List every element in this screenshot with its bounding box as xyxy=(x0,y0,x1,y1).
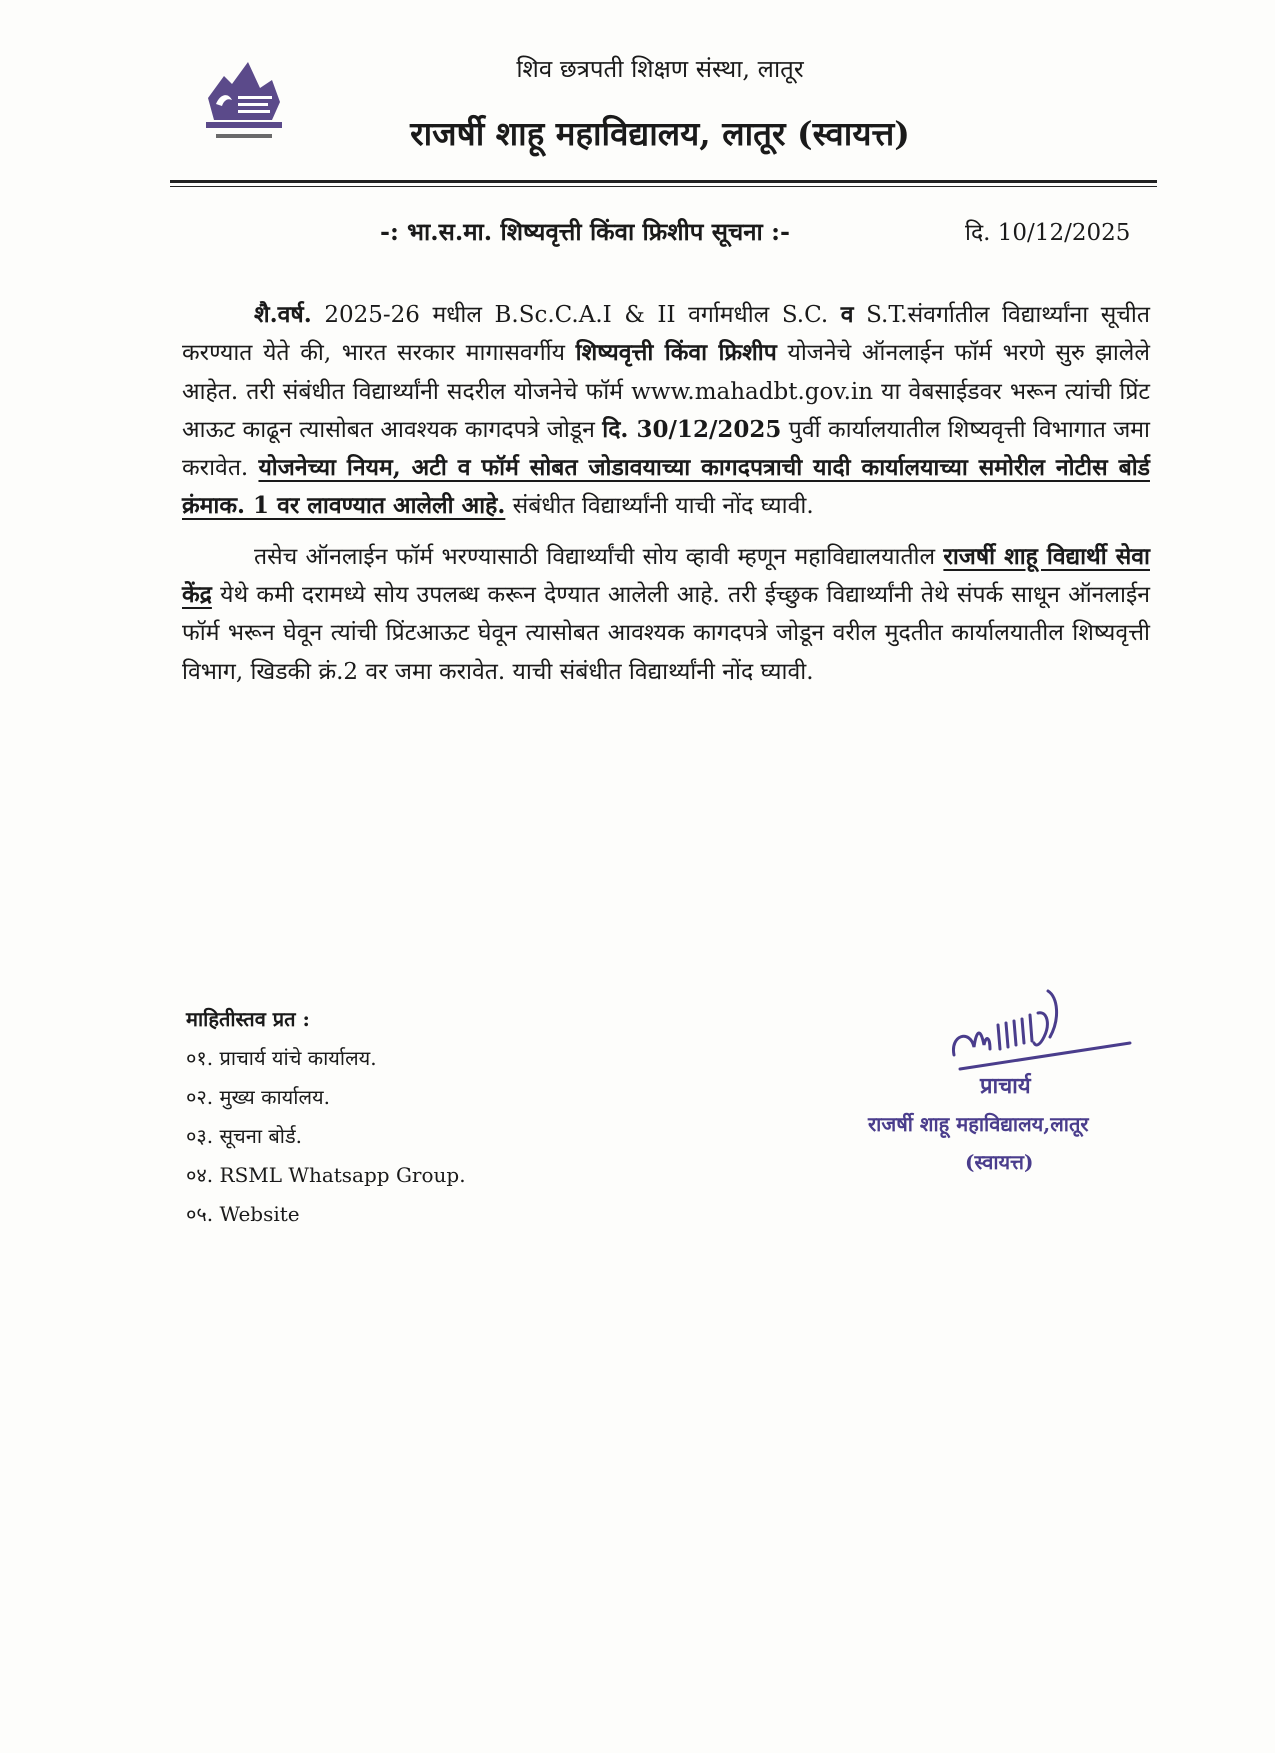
stamp-autonomous: (स्वायत्त) xyxy=(965,1150,1034,1174)
scholarship-scheme-name: शिष्यवृत्ती किंवा फ्रिशीप xyxy=(575,339,777,367)
list-item: ०१. प्राचार्य यांचे कार्यालय. xyxy=(186,1046,377,1070)
copy-to-list xyxy=(186,1000,466,1234)
deadline-date: दि. 30/12/2025 xyxy=(602,415,782,443)
principal-title: प्राचार्य xyxy=(980,1073,1031,1099)
header-divider xyxy=(170,180,1157,183)
notice-title: -: भा.स.मा. शिष्यवृत्ती किंवा फ्रिशीप सूचना :- xyxy=(380,217,790,246)
notice-body xyxy=(182,296,1150,691)
notice-board-info: योजनेच्या नियम, अटी व फॉर्म सोबत जोडावयाच्या कागदपत्राची यादी कार्यालयाच्या समोरील नोटीस बोर्ड क्रंमाक. 1 वर लावण्यात आलेली आहे. xyxy=(182,454,1150,520)
signature-icon xyxy=(940,985,1140,1080)
academic-year-label: शै.वर्ष. xyxy=(254,301,312,328)
service-center-name: राजर्षी शाहू विद्यार्थी सेवा केंद्र xyxy=(182,542,1150,609)
college-name: राजर्षी शाहू महाविद्यालय, लातूर (स्वायत्त) xyxy=(410,114,910,153)
header-divider-thin xyxy=(170,186,1157,187)
college-logo-icon xyxy=(202,58,284,150)
list-item: ०५. Website xyxy=(186,1202,300,1226)
stamp-college-name: राजर्षी शाहू महाविद्यालय,लातूर xyxy=(868,1112,1089,1136)
paragraph-1: शै.वर्ष. 2025-26 मधील B.Sc.C.A.I & II वर्गामधील S.C. व S.T.संवर्गातील विद्यार्थ्यांना सूचीत करण्यात येते की, भारत सरकार मागासवर्गीय शिष्यवृत्ती किंवा फ्रिशीप योजनेचे ऑनलाईन फॉर्म भरणे सुरु झालेले आहेत. तरी संबंधीत विद्यार्थ्यांनी सदरील योजनेचे फॉर्म www.mahadbt.gov.in या वेबसाईडवर भरून त्यांची प्रिंट आऊट काढून त्यासोबत आवश्यक कागदपत्रे जोडून दि. 30/12/2025 पुर्वी कार्यालयातील शिष्यवृत्ती विभागात जमा करावेत. योजनेच्या नियम, अटी व फॉर्म सोबत जोडावयाच्या कागदपत्राची यादी कार्यालयाच्या समोरील नोटीस बोर्ड क्रंमाक. 1 वर लावण्यात आलेली आहे. संबंधीत विद्यार्थ्यांनी याची नोंद घ्यावी. xyxy=(182,301,1150,520)
copy-heading: माहितीस्तव प्रत : xyxy=(186,1007,310,1031)
paragraph-2: तसेच ऑनलाईन फॉर्म भरण्यासाठी विद्यार्थ्यांची सोय व्हावी म्हणून महाविद्यालयातील राजर्षी शाहू विद्यार्थी सेवा केंद्र येथे कमी दरामध्ये सोय उपलब्ध करून देण्यात आलेली आहे. तरी ईच्छुक विद्यार्थ्यांनी तेथे संपर्क साधून ऑनलाईन फॉर्म भरून घेवून त्यांची प्रिंटआऊट घेवून त्यासोबत आवश्यक कागदपत्रे जोडून वरील मुदतीत कार्यालयातील शिष्यवृत्ती विभाग, खिडकी क्रं.2 वर जमा करावेत. याची संबंधीत विद्यार्थ्यांनी नोंद घ्यावी. xyxy=(182,542,1150,685)
list-item: ०३. सूचना बोर्ड. xyxy=(186,1124,303,1148)
trust-name: शिव छत्रपती शिक्षण संस्था, लातूर xyxy=(516,55,804,83)
list-item: ०२. मुख्य कार्यालय. xyxy=(186,1085,330,1109)
list-item: ०४. RSML Whatsapp Group. xyxy=(186,1163,466,1187)
notice-date: दि. 10/12/2025 xyxy=(965,220,1131,246)
